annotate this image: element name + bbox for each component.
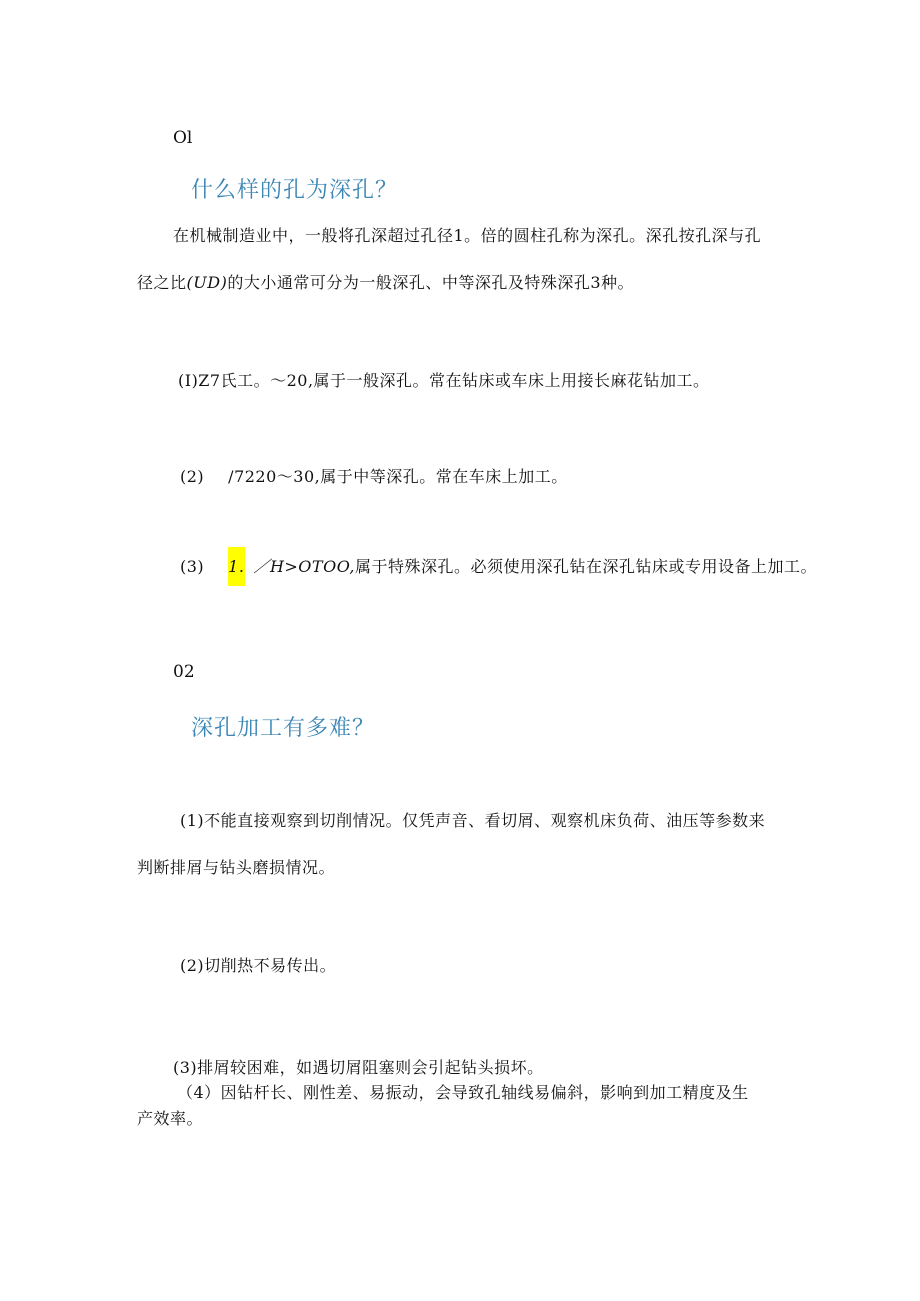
list-item-number: (3)	[180, 557, 205, 576]
paragraph-line: (1)不能直接观察到切削情况。仅凭声音、看切屑、观察机床负荷、油压等参数来	[180, 811, 766, 830]
paragraph-line: （4）因钻杆长、刚性差、易振动，会导致孔轴线易偏斜，影响到加工精度及生	[177, 1083, 749, 1102]
paragraph-line: 判断排屑与钻头磨损情况。	[137, 858, 336, 877]
intro-text: 径之比	[137, 273, 187, 292]
list-item-text: /7220～30,属于中等深孔。常在车床上加工。	[228, 467, 568, 486]
section-number: Ol	[173, 128, 193, 148]
list-item	[180, 464, 568, 487]
list-item-text: 属于特殊深孔。必须使用深孔钻在深孔钻床或专用设备上加工。	[354, 557, 817, 576]
ratio-text: (UD)	[186, 273, 228, 292]
paragraph-line: (3)排屑较困难，如遇切屑阻塞则会引起钻头损坏。	[173, 1058, 544, 1077]
section-title: 什么样的孔为深孔？	[191, 178, 399, 203]
ratio-text: ／H>OTOO,	[253, 557, 355, 576]
paragraph-line: 产效率。	[137, 1109, 204, 1128]
section-number: 02	[173, 662, 195, 682]
highlighted-text: 1.	[228, 547, 245, 586]
list-item-number: (2)	[180, 467, 205, 486]
intro-paragraph-line	[137, 270, 634, 293]
paragraph-line: (2)切削热不易传出。	[180, 956, 337, 975]
list-item: (I)Z7氏工。～20,属于一般深孔。常在钻床或车床上用接长麻花钻加工。	[178, 371, 710, 390]
section-title: 深孔加工有多难？	[191, 716, 376, 741]
list-item	[180, 547, 817, 586]
intro-text: 的大小通常可分为一般深孔、中等深孔及特殊深孔3种。	[227, 273, 634, 292]
intro-paragraph-line: 在机械制造业中，一般将孔深超过孔径1。倍的圆柱孔称为深孔。深孔按孔深与孔	[173, 226, 762, 245]
